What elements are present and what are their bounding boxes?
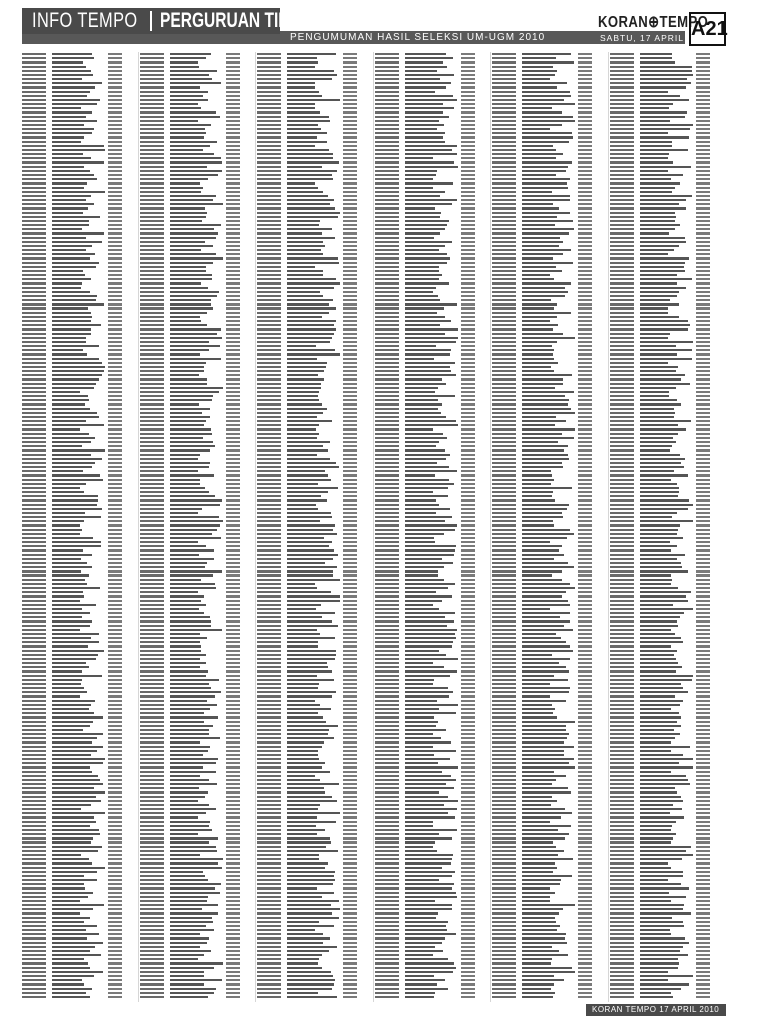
results-column (610, 52, 726, 1002)
column-divider (255, 52, 256, 1002)
result-entry (22, 995, 138, 999)
column-divider (138, 52, 139, 1002)
result-entry (140, 995, 256, 999)
result-entry (257, 995, 373, 999)
results-listing (22, 52, 726, 1002)
result-entry (492, 995, 608, 999)
result-entry (610, 995, 726, 999)
section-label: INFO TEMPO (32, 9, 138, 32)
results-column (375, 52, 491, 1002)
page-number: A21 (689, 12, 726, 46)
column-divider (490, 52, 491, 1002)
results-column (492, 52, 608, 1002)
column-divider (608, 52, 609, 1002)
results-column (22, 52, 138, 1002)
section-separator (150, 11, 152, 31)
publication-date: SABTU, 17 APRIL 2010 (600, 33, 710, 43)
footer-text: KORAN TEMPO 17 APRIL 2010 (592, 1005, 720, 1014)
results-column (140, 52, 256, 1002)
section-topic: PERGURUAN TINGGI (160, 9, 319, 32)
page-subtitle: PENGUMUMAN HASIL SELEKSI UM-UGM 2010 (290, 32, 546, 43)
results-column (257, 52, 373, 1002)
newspaper-brand-logo: KORAN⊕TEMPO (598, 14, 709, 31)
column-divider (373, 52, 374, 1002)
result-entry (375, 995, 491, 999)
masthead (0, 0, 768, 46)
